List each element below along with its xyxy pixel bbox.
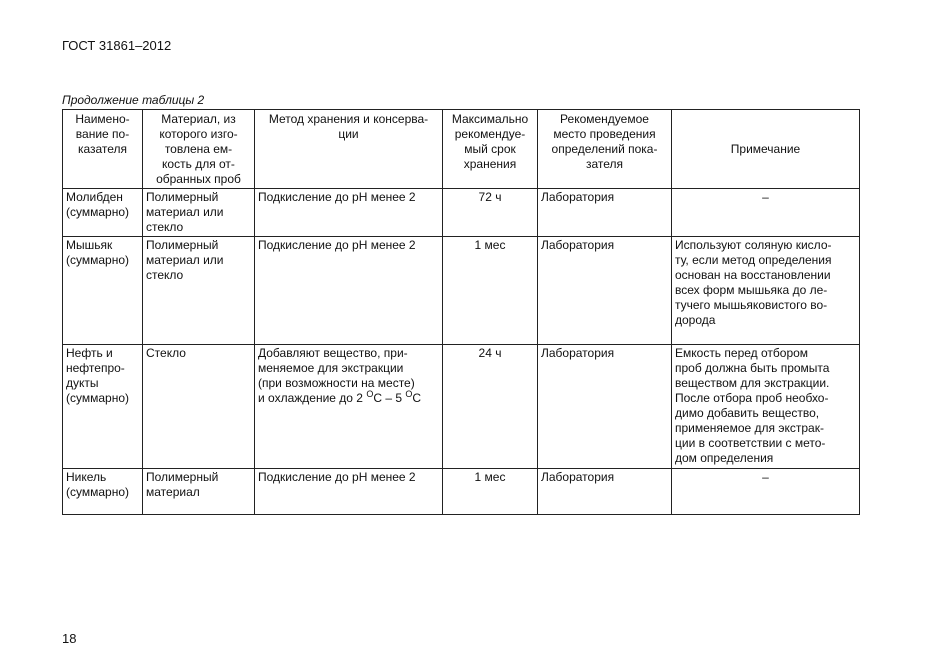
table-row-molybdenum — [63, 189, 860, 237]
cell-material: Полимерный материал или стекло — [143, 237, 255, 345]
cell-period: 1 мес — [443, 469, 538, 515]
cell-period: 72 ч — [443, 189, 538, 237]
table-row-arsenic — [63, 237, 860, 345]
method-line: меняемое для экстракции — [258, 361, 404, 375]
cell-note: Используют соляную кисло- ту, если метод определения основан на восстановлении всех форм мышьяка до ле- тучего мышьяковистого во- дорода — [672, 237, 860, 345]
method-line: Добавляют вещество, при- — [258, 346, 408, 360]
cell-note: Емкость перед отбором проб должна быть промыта веществом для экстракции. После отбора проб необхо- димо добавить вещество, применяемое для экстрак- ции в соответствии с мето- дом определения — [672, 345, 860, 469]
degree-superscript: O — [366, 389, 374, 399]
degree-superscript: O — [405, 389, 413, 399]
cell-indicator: Молибден (суммарно) — [63, 189, 143, 237]
cell-note: – — [672, 469, 860, 515]
cell-place: Лаборатория — [538, 189, 672, 237]
header-note: Примечание — [672, 110, 860, 189]
header-indicator: Наимено- вание по- казателя — [63, 110, 143, 189]
cooling-text: C — [412, 391, 422, 405]
header-place: Рекомендуемое место проведения определений пока- зателя — [538, 110, 672, 189]
table-caption: Продолжение таблицы 2 — [62, 93, 205, 107]
method-cooling-line — [258, 391, 439, 406]
cell-indicator: Нефть и нефтепро- дукты (суммарно) — [63, 345, 143, 469]
table-row-oil-products — [63, 345, 860, 469]
cell-place: Лаборатория — [538, 237, 672, 345]
header-method: Метод хранения и консерва- ции — [255, 110, 443, 189]
method-line: (при возможности на месте) — [258, 376, 415, 390]
cell-indicator: Никель (суммарно) — [63, 469, 143, 515]
storage-methods-table — [62, 109, 860, 515]
page-number: 18 — [62, 631, 77, 646]
header-material: Материал, из которого изго- товлена ем- кость для от- обранных проб — [143, 110, 255, 189]
cell-method — [255, 345, 443, 469]
header-period: Максимально рекомендуе- мый срок хранения — [443, 110, 538, 189]
cooling-text: C – 5 — [373, 391, 406, 405]
cell-note: – — [672, 189, 860, 237]
cell-period: 1 мес — [443, 237, 538, 345]
cell-method: Подкисление до pH менее 2 — [255, 237, 443, 345]
cell-period: 24 ч — [443, 345, 538, 469]
table-header-row — [63, 110, 860, 189]
cell-indicator: Мышьяк (суммарно) — [63, 237, 143, 345]
cell-material: Полимерный материал — [143, 469, 255, 515]
standard-header: ГОСТ 31861–2012 — [62, 38, 172, 53]
cooling-text: и охлаждение до 2 — [258, 391, 367, 405]
cell-method: Подкисление до pH менее 2 — [255, 189, 443, 237]
table-row-nickel — [63, 469, 860, 515]
cell-method: Подкисление до pH менее 2 — [255, 469, 443, 515]
cell-material: Стекло — [143, 345, 255, 469]
cell-place: Лаборатория — [538, 469, 672, 515]
cell-material: Полимерный материал или стекло — [143, 189, 255, 237]
cell-place: Лаборатория — [538, 345, 672, 469]
